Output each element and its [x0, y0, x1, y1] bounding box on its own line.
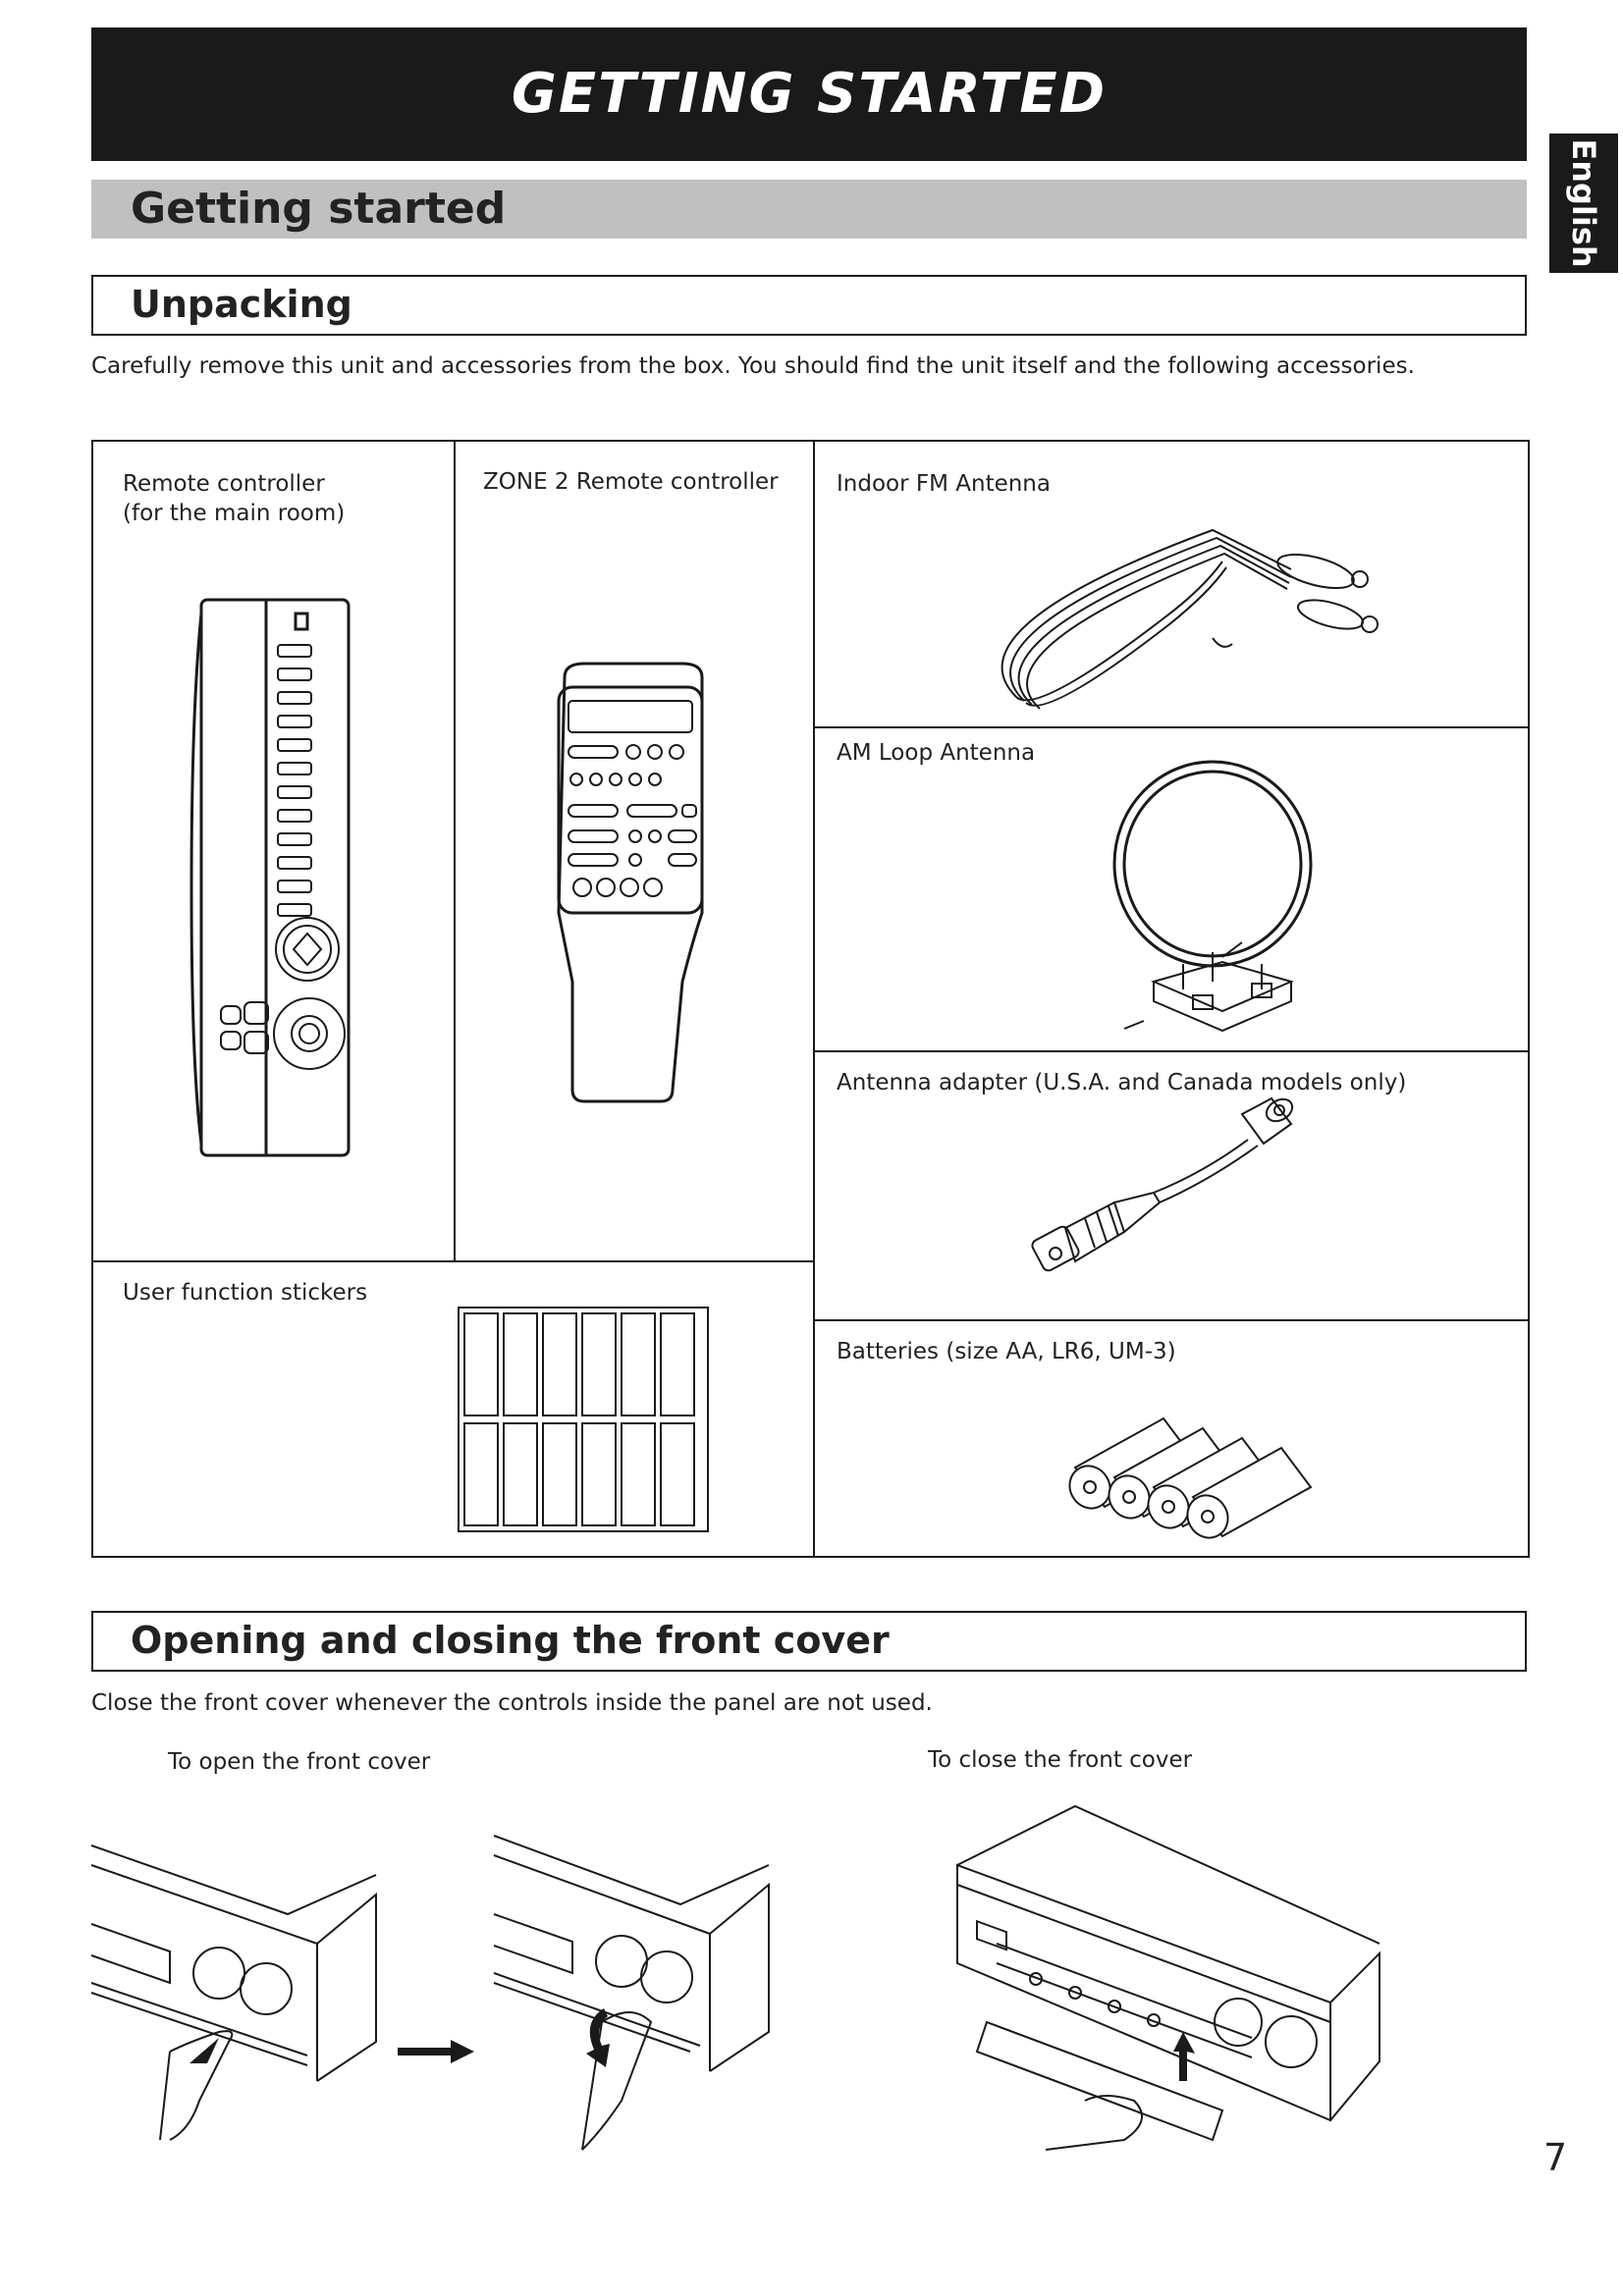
page-banner-title: GETTING STARTED: [91, 27, 1527, 161]
am-antenna-label: AM Loop Antenna: [837, 740, 1036, 766]
open-cover-step1-illustration: [91, 1845, 386, 2160]
front-cover-heading: Opening and closing the front cover: [131, 1619, 890, 1662]
table-divider: [93, 1260, 815, 1262]
zone2-remote-illustration: [545, 658, 722, 1109]
unpacking-heading-box: [91, 275, 1527, 336]
page-number: 7: [1543, 2136, 1568, 2179]
open-cover-step2-illustration: [494, 1836, 779, 2160]
unpacking-heading: Unpacking: [131, 283, 352, 326]
accessories-table: [91, 440, 1530, 1558]
main-remote-illustration: [182, 594, 358, 1163]
close-cover-illustration: [957, 1806, 1399, 2160]
remote-main-label-line2: (for the main room): [123, 501, 346, 526]
antenna-adapter-illustration: [1016, 1085, 1311, 1301]
remote-main-label: [123, 469, 345, 528]
open-cover-caption: To open the front cover: [168, 1749, 431, 1775]
am-antenna-illustration: [1105, 756, 1321, 1041]
fm-antenna-label: Indoor FM Antenna: [837, 471, 1051, 497]
step-arrow-icon: [398, 2038, 476, 2065]
section-title-bar: [91, 180, 1527, 239]
section-title: Getting started: [131, 184, 507, 234]
batteries-illustration: [1055, 1399, 1370, 1526]
antenna-adapter-label: Antenna adapter (U.S.A. and Canada models only): [837, 1070, 1407, 1095]
front-cover-intro: Close the front cover whenever the controls inside the panel are not used.: [91, 1690, 933, 1716]
table-divider: [813, 1050, 1528, 1052]
language-tab-label: English: [1565, 138, 1602, 268]
stickers-label: User function stickers: [123, 1280, 368, 1306]
remote-main-label-line1: Remote controller: [123, 471, 325, 497]
table-divider: [454, 442, 456, 1260]
batteries-label: Batteries (size AA, LR6, UM-3): [837, 1339, 1176, 1364]
table-divider: [813, 442, 815, 1556]
close-cover-caption: To close the front cover: [928, 1747, 1193, 1773]
table-divider: [813, 726, 1528, 728]
fm-antenna-illustration: [977, 481, 1389, 717]
language-tab: [1549, 133, 1618, 273]
stickers-illustration: [457, 1306, 712, 1533]
front-cover-heading-box: [91, 1611, 1527, 1672]
unpacking-intro: Carefully remove this unit and accessories from the box. You should find the unit itself and the following accessories.: [91, 353, 1415, 379]
table-divider: [813, 1319, 1528, 1321]
remote-zone2-label: ZONE 2 Remote controller: [483, 469, 779, 495]
